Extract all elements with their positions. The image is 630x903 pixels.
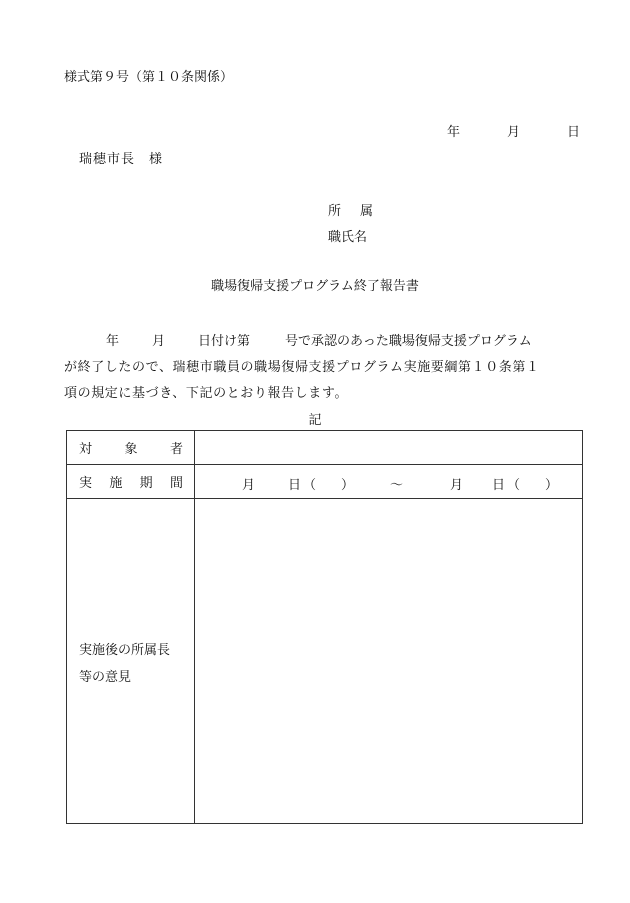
body-line-2: が終了したので、瑞穂市職員の職場復帰支援プログラム実施要綱第１０条第１: [64, 360, 540, 375]
table-row-period: [67, 465, 583, 499]
date-month-label: 月: [507, 125, 521, 140]
period-label-char: 期: [139, 476, 153, 491]
subject-label-char: 象: [124, 442, 138, 457]
opinion-value-cell[interactable]: [195, 499, 583, 824]
document-title: 職場復帰支援プログラム終了報告書: [211, 279, 419, 294]
period-label-char: 施: [109, 476, 123, 491]
body-month-label: 月: [152, 334, 166, 349]
addressee: 瑞穂市長 様: [79, 152, 164, 167]
period-tilde: ～: [390, 478, 404, 493]
period-label-char: 実: [79, 476, 93, 491]
period-label-char: 間: [169, 476, 183, 491]
subject-value-cell[interactable]: [195, 431, 583, 465]
name-title-label: 職氏名: [328, 230, 368, 245]
date-year-label: 年: [447, 125, 461, 140]
affiliation-label: 所 属: [328, 204, 377, 219]
subject-label-char: 対: [79, 442, 93, 457]
table-row-opinion: [67, 499, 583, 824]
body-number-suffix: 号で承認のあった職場復帰支援プログラム: [285, 334, 532, 349]
period-paren-open-1: （: [303, 478, 317, 493]
period-month-2: 月: [450, 478, 464, 493]
period-paren-close-2: ）: [545, 478, 559, 493]
opinion-label-line-1: 実施後の所属長: [79, 643, 171, 658]
date-day-label: 日: [567, 125, 581, 140]
period-value-cell[interactable]: [195, 465, 583, 499]
period-month-1: 月: [242, 478, 256, 493]
table-row-subject: [67, 431, 583, 465]
opinion-label-line-2: 等の意見: [79, 670, 132, 685]
ki-heading: 記: [308, 413, 322, 428]
period-day-1: 日: [288, 478, 302, 493]
period-paren-close-1: ）: [341, 478, 355, 493]
opinion-label-cell: [67, 499, 195, 824]
body-line-3: 項の規定に基づき、下記のとおり報告します。: [64, 386, 349, 401]
form-number: 様式第９号（第１０条関係）: [64, 70, 234, 85]
period-label-cell: [67, 465, 195, 499]
period-day-2: 日: [492, 478, 506, 493]
body-dated-label: 日付け第: [198, 334, 251, 349]
body-year-label: 年: [106, 334, 120, 349]
report-table: [66, 430, 583, 824]
subject-label-cell: [67, 431, 195, 465]
subject-label-char: 者: [169, 442, 183, 457]
period-paren-open-2: （: [507, 478, 521, 493]
